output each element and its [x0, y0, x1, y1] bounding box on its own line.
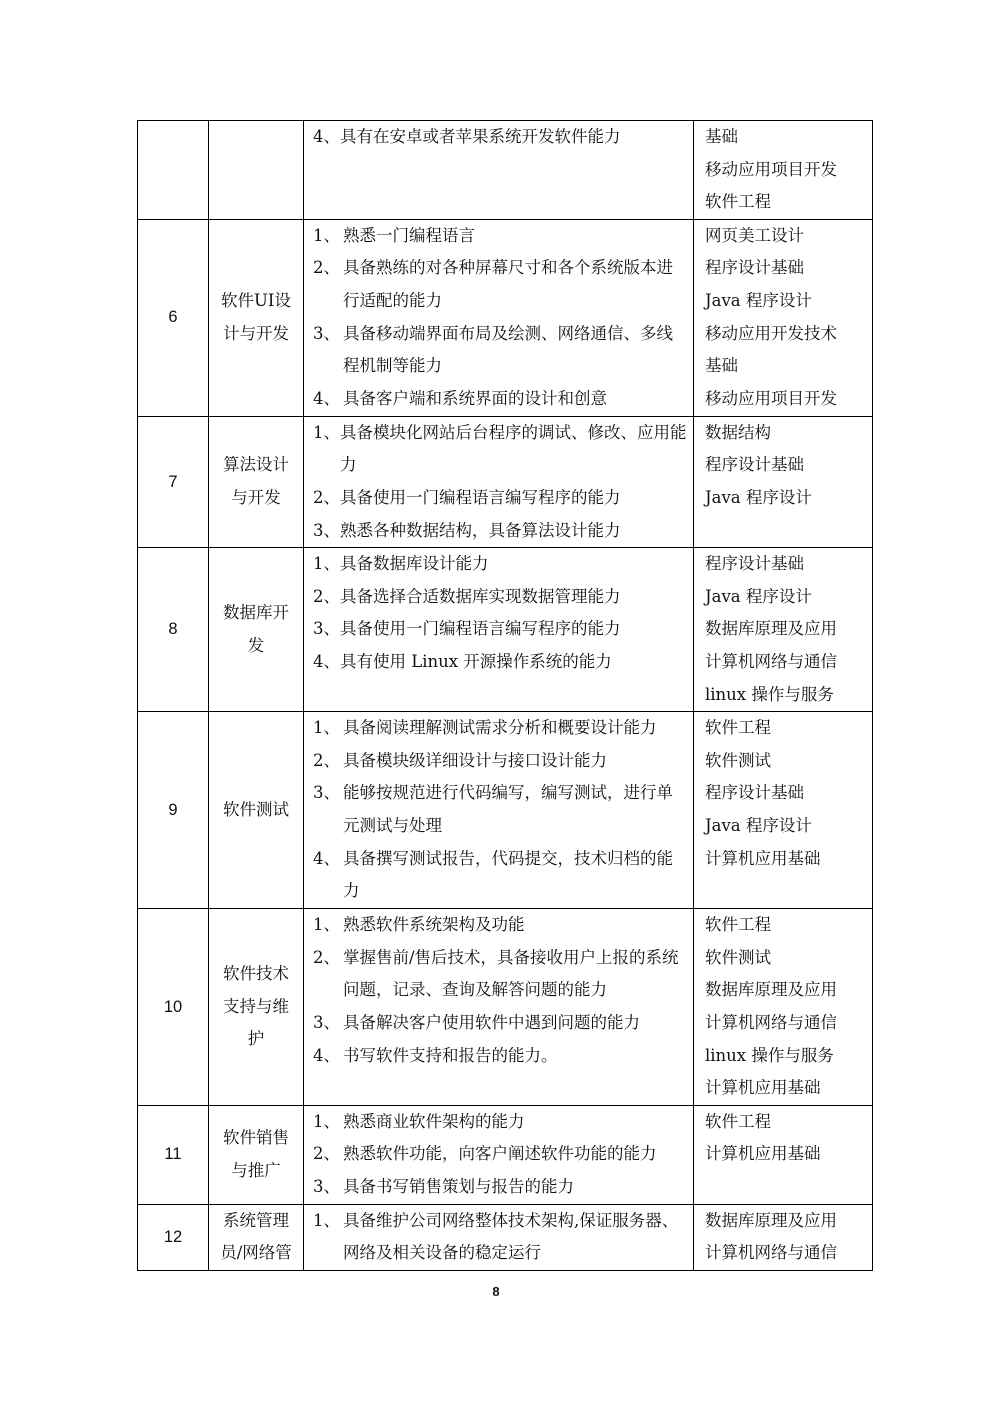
ability-number: 4、	[313, 651, 340, 671]
ability-cell	[304, 909, 694, 1106]
ability-number: 3、	[313, 323, 340, 343]
ability-item	[313, 777, 687, 842]
course-cell	[694, 1105, 873, 1204]
ability-text: 具备使用一门编程语言编写程序的能力	[340, 619, 621, 639]
row-number: 8	[138, 548, 209, 712]
ability-text: 熟悉各种数据结构，具备算法设计能力	[340, 520, 621, 540]
ability-number: 4、	[313, 848, 340, 868]
ability-item	[313, 581, 687, 614]
ability-number: 4、	[313, 388, 340, 408]
ability-cell	[304, 1204, 694, 1270]
ability-item	[313, 1138, 687, 1171]
course-item: 数据结构	[705, 422, 771, 442]
course-item: 计算机应用基础	[705, 1144, 821, 1164]
course-item: 程序设计基础	[705, 258, 804, 278]
course-cell	[694, 219, 873, 416]
course-item: 软件工程	[705, 915, 771, 935]
course-item: 数据库原理及应用	[705, 980, 837, 1000]
ability-item	[313, 548, 687, 581]
ability-cell	[304, 219, 694, 416]
ability-item	[313, 121, 687, 154]
course-item: 软件工程	[705, 192, 771, 212]
ability-cell	[304, 416, 694, 547]
table-row	[138, 121, 873, 220]
ability-number: 1、	[313, 1111, 340, 1131]
course-item: 计算机应用基础	[705, 1078, 821, 1098]
ability-item	[313, 417, 687, 482]
ability-cell	[304, 121, 694, 220]
job-title: 数据库开发	[209, 548, 304, 712]
course-item: 基础	[705, 127, 738, 146]
ability-item	[313, 646, 687, 679]
job-title	[209, 121, 304, 220]
ability-cell	[304, 548, 694, 712]
ability-text: 熟悉软件系统架构及功能	[343, 915, 525, 935]
ability-item	[313, 942, 687, 1007]
course-cell	[694, 909, 873, 1106]
ability-text: 具备模块化网站后台程序的调试、修改、应用能力	[340, 422, 687, 475]
page-number: 8	[492, 1284, 500, 1299]
ability-item	[313, 613, 687, 646]
course-item: 程序设计基础	[705, 455, 804, 475]
ability-number: 3、	[313, 783, 340, 803]
ability-number: 1、	[313, 554, 340, 574]
ability-number: 1、	[313, 422, 340, 442]
ability-cell	[304, 712, 694, 909]
ability-item	[313, 1106, 687, 1139]
course-item: 基础	[705, 356, 738, 376]
ability-item	[313, 1171, 687, 1204]
ability-text: 具有在安卓或者苹果系统开发软件能力	[340, 127, 621, 146]
ability-number: 1、	[313, 718, 340, 738]
course-item: 数据库原理及应用	[705, 619, 837, 639]
ability-item	[313, 318, 687, 383]
ability-text: 具备撰写测试报告，代码提交，技术归档的能力	[343, 848, 673, 901]
ability-text: 熟悉商业软件架构的能力	[343, 1111, 525, 1131]
course-item: 计算机网络与通信	[705, 1243, 837, 1263]
course-cell	[694, 712, 873, 909]
ability-text: 具备书写销售策划与报告的能力	[343, 1176, 574, 1196]
course-item: Java 程序设计	[705, 815, 812, 835]
course-item: 计算机应用基础	[705, 848, 821, 868]
ability-number: 2、	[313, 487, 340, 507]
ability-number: 3、	[313, 520, 340, 540]
course-item: 软件工程	[705, 1111, 771, 1131]
ability-item	[313, 1205, 687, 1270]
job-title: 软件UI设计与开发	[209, 219, 304, 416]
ability-item	[313, 220, 687, 253]
ability-text: 具备模块级详细设计与接口设计能力	[343, 750, 607, 770]
ability-item	[313, 745, 687, 778]
course-cell	[694, 1204, 873, 1270]
ability-text: 具备阅读理解测试需求分析和概要设计能力	[343, 718, 657, 738]
course-item: Java 程序设计	[705, 487, 812, 507]
ability-item	[313, 1007, 687, 1040]
ability-item	[313, 482, 687, 515]
ability-number: 3、	[313, 619, 340, 639]
ability-text: 具备客户端和系统界面的设计和创意	[343, 388, 607, 408]
ability-text: 掌握售前/售后技术，具备接收用户上报的系统问题，记录、查询及解答问题的能力	[343, 947, 679, 1000]
course-cell	[694, 548, 873, 712]
row-number: 10	[138, 909, 209, 1106]
course-item: 软件工程	[705, 718, 771, 738]
ability-number: 1、	[313, 915, 340, 935]
table-row	[138, 712, 873, 909]
course-item: linux 操作与服务	[705, 1045, 834, 1065]
ability-number: 4、	[313, 1045, 340, 1065]
ability-text: 具备熟练的对各种屏幕尺寸和各个系统版本进行适配的能力	[343, 258, 673, 310]
ability-text: 具备解决客户使用软件中遇到问题的能力	[343, 1012, 640, 1032]
ability-number: 1、	[313, 1210, 340, 1230]
row-number: 7	[138, 416, 209, 547]
ability-text: 具备维护公司网络整体技术架构,保证服务器、网络及相关设备的稳定运行	[343, 1210, 679, 1263]
course-item: 数据库原理及应用	[705, 1210, 837, 1230]
course-item: 计算机网络与通信	[705, 1012, 837, 1032]
course-item: 程序设计基础	[705, 554, 804, 574]
ability-item	[313, 843, 687, 908]
ability-text: 具备数据库设计能力	[340, 554, 489, 574]
ability-number: 2、	[313, 258, 340, 278]
table-row	[138, 1204, 873, 1270]
course-item: 软件测试	[705, 750, 771, 770]
ability-text: 熟悉软件功能，向客户阐述软件功能的能力	[343, 1144, 657, 1164]
ability-item	[313, 252, 687, 317]
table-row	[138, 416, 873, 547]
job-title: 软件技术支持与维护	[209, 909, 304, 1106]
ability-item	[313, 515, 687, 548]
ability-text: 具有使用 Linux 开源操作系统的能力	[340, 651, 612, 671]
course-item: 程序设计基础	[705, 783, 804, 803]
course-item: 移动应用开发技术	[705, 323, 837, 343]
course-item: 计算机网络与通信	[705, 651, 837, 671]
ability-number: 2、	[313, 750, 340, 770]
course-item: 软件测试	[705, 947, 771, 967]
job-title: 软件销售与推广	[209, 1105, 304, 1204]
table-row	[138, 219, 873, 416]
ability-item	[313, 383, 687, 416]
ability-text: 具备选择合适数据库实现数据管理能力	[340, 586, 621, 606]
ability-number: 2、	[313, 947, 340, 967]
ability-text: 能够按规范进行代码编写，编写测试，进行单元测试与处理	[343, 783, 673, 835]
ability-item	[313, 1040, 687, 1073]
ability-number: 3、	[313, 1012, 340, 1032]
ability-item	[313, 909, 687, 942]
course-item: 移动应用项目开发	[705, 388, 837, 408]
ability-item	[313, 712, 687, 745]
job-ability-table	[137, 120, 873, 1271]
job-title: 系统管理员/网络管	[209, 1204, 304, 1270]
course-cell	[694, 121, 873, 220]
table-row	[138, 909, 873, 1106]
ability-cell	[304, 1105, 694, 1204]
course-item: linux 操作与服务	[705, 684, 834, 704]
ability-text: 具备使用一门编程语言编写程序的能力	[340, 487, 621, 507]
job-title: 算法设计与开发	[209, 416, 304, 547]
ability-number: 4、	[313, 127, 340, 146]
ability-number: 1、	[313, 225, 340, 245]
table-row	[138, 1105, 873, 1204]
ability-number: 3、	[313, 1176, 340, 1196]
ability-number: 2、	[313, 586, 340, 606]
row-number: 6	[138, 219, 209, 416]
course-item: 网页美工设计	[705, 225, 804, 245]
ability-text: 熟悉一门编程语言	[343, 225, 475, 245]
course-item: Java 程序设计	[705, 290, 812, 310]
table-row	[138, 548, 873, 712]
job-title: 软件测试	[209, 712, 304, 909]
course-cell	[694, 416, 873, 547]
ability-number: 2、	[313, 1144, 340, 1164]
course-item: Java 程序设计	[705, 586, 812, 606]
row-number: 11	[138, 1105, 209, 1204]
course-item: 移动应用项目开发	[705, 159, 837, 179]
row-number: 12	[138, 1204, 209, 1270]
row-number: 9	[138, 712, 209, 909]
ability-text: 书写软件支持和报告的能力。	[343, 1045, 558, 1065]
ability-text: 具备移动端界面布局及绘测、网络通信、多线程机制等能力	[343, 323, 673, 376]
row-number	[138, 121, 209, 220]
